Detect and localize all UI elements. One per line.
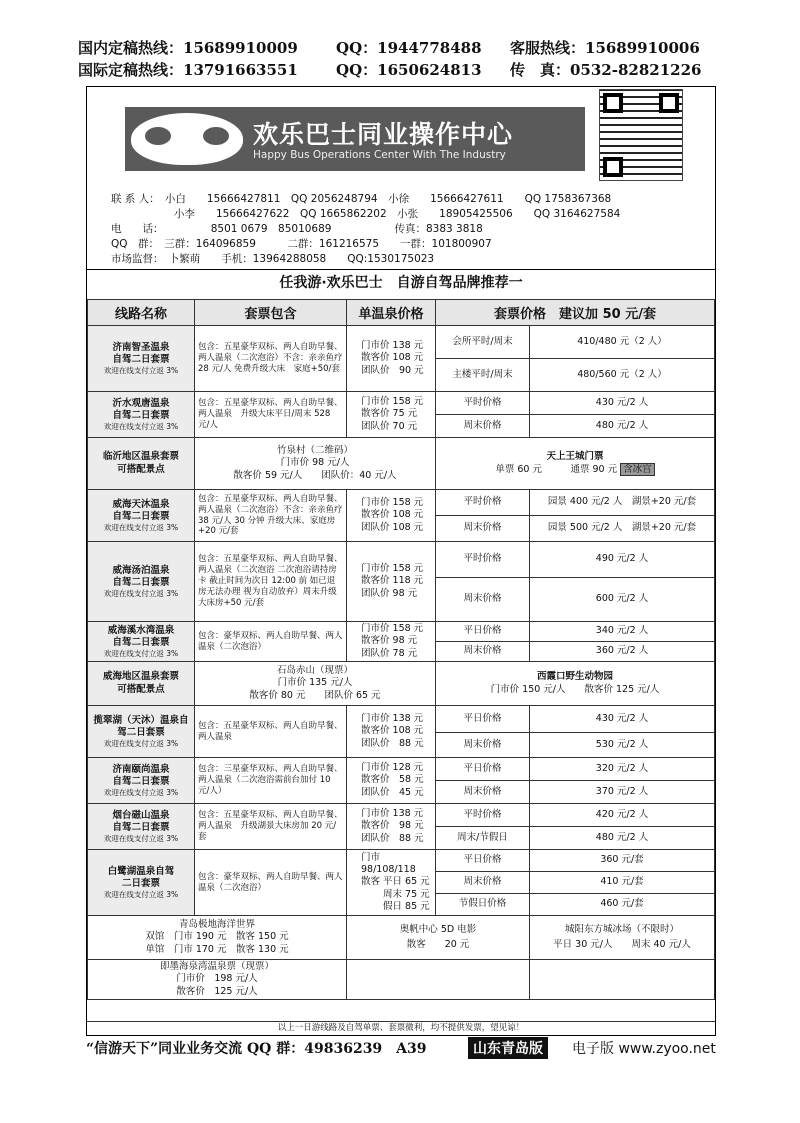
cashback-note: 欢迎在线支付立返 3% bbox=[103, 365, 179, 375]
route-subtitle: 自驾二日套票 bbox=[112, 576, 170, 588]
scenic-text: 散客价 59 元/人 团队价：40 元/人 bbox=[233, 469, 397, 481]
ad-frame bbox=[86, 86, 716, 1036]
cashback-note: 欢迎在线支付立返 3% bbox=[103, 889, 179, 899]
route-name bbox=[88, 850, 195, 916]
extra-text: 门市价 198 元/人 bbox=[176, 973, 258, 985]
route-title: 威海溪水湾温泉 bbox=[107, 624, 175, 636]
route-title: 沂水观唐温泉 bbox=[112, 397, 170, 409]
hotline-row-1 bbox=[78, 37, 718, 57]
extra-row bbox=[88, 916, 715, 960]
route-title: 烟台磁山温泉 bbox=[112, 809, 170, 821]
price-period: 周末价格 bbox=[436, 578, 530, 622]
extra-text: 平日 30 元/人 周末 40 元/人 bbox=[553, 939, 691, 950]
scenic-name bbox=[88, 438, 195, 490]
footer-note: 以上一日游线路及自驾单票、套票微利，均不提供发票，望见谅！ bbox=[87, 1021, 715, 1035]
scenic-text: 天上王城门票 bbox=[546, 451, 604, 463]
route-subtitle: 自驾二日套票 bbox=[112, 636, 170, 648]
price-period: 平日价格 bbox=[436, 850, 530, 872]
header-package: 套票包含 bbox=[195, 300, 347, 326]
price-value: 480 元/2 人 bbox=[530, 827, 715, 850]
price-period: 周末价格 bbox=[436, 733, 530, 758]
price-period: 平时价格 bbox=[436, 392, 530, 415]
table-row bbox=[88, 758, 715, 781]
qr-code-icon bbox=[599, 89, 683, 181]
package-detail: 包含：豪华双标、两人自助早餐、两人温泉（二次泡浴） bbox=[195, 850, 347, 916]
price-period: 平日价格 bbox=[436, 706, 530, 733]
price-period: 会所平时/周末 bbox=[436, 326, 530, 359]
fax: 传 真：0532-82821226 bbox=[510, 61, 702, 79]
ice-rink bbox=[530, 916, 715, 960]
price-value: 360 元/2 人 bbox=[530, 642, 715, 662]
scenic-text: 门市价 150 元/人 散客价 125 元/人 bbox=[490, 683, 660, 695]
scenic-subtitle: 可搭配景点 bbox=[117, 463, 165, 475]
hotline-row-2 bbox=[78, 59, 718, 79]
price-value: 园景 400 元/2 人 湖景+20 元/套 bbox=[530, 490, 715, 516]
logo-title: 欢乐巴士同业操作中心 bbox=[253, 120, 514, 149]
route-subtitle: 二日套票 bbox=[121, 877, 160, 889]
scenic-text: 散客价 80 元 团队价 65 元 bbox=[249, 689, 381, 701]
price-period: 周末价格 bbox=[436, 415, 530, 438]
price-value: 360 元/套 bbox=[530, 850, 715, 872]
package-detail: 包含：五星豪华双标、两人自助早餐、两人温泉（二次泡浴）不含：亲亲鱼疗 28 元/人 免费升级大床 家庭+50/套 bbox=[195, 326, 347, 392]
single-price: 门市价 138 元 散客价 98 元 团队价 88 元 bbox=[347, 804, 436, 850]
price-value: 530 元/2 人 bbox=[530, 733, 715, 758]
price-value: 340 元/2 人 bbox=[530, 622, 715, 642]
extra-text: 散客价 125 元/人 bbox=[176, 985, 258, 997]
cashback-note: 欢迎在线支付立返 3% bbox=[103, 787, 179, 797]
price-table bbox=[87, 299, 715, 1000]
price-period: 周末价格 bbox=[436, 872, 530, 894]
cashback-note: 欢迎在线支付立返 3% bbox=[103, 738, 179, 748]
extra-row bbox=[88, 960, 715, 1000]
price-period: 平时价格 bbox=[436, 542, 530, 578]
route-subtitle: 自驾二日套票 bbox=[112, 353, 170, 365]
route-name bbox=[88, 706, 195, 758]
scenic-text: 单票 60 元 通票 90 元 bbox=[495, 463, 618, 475]
single-price: 门市价 158 元 散客价 118 元 团队价 98 元 bbox=[347, 542, 436, 622]
website-label: 电子版 www.zyoo.net bbox=[572, 1041, 716, 1057]
qq-1: QQ：1944778488 bbox=[336, 39, 482, 57]
single-price: 门市价 138 元 散客价 108 元 团队价 90 元 bbox=[347, 326, 436, 392]
extra-text: 城阳东方城冰场（不限时） bbox=[564, 923, 679, 935]
scenic-spot-right bbox=[436, 662, 715, 706]
single-price: 门市 98/108/118 散客 平日 65 元 周末 75 元 假日 85 元 bbox=[347, 850, 436, 916]
scenic-price-line bbox=[439, 684, 711, 696]
route-title: 威海汤泊温泉 bbox=[112, 564, 170, 576]
package-detail: 包含：五星豪华双标、两人自助早餐、两人温泉（二次泡浴 二次泡浴请持房卡 截止时间为次日 12:00 前 如已退房无法办理 视为自动放弃）周末升级大床房+50 元/套 bbox=[195, 542, 347, 622]
single-price: 门市价 158 元 散客价 98 元 团队价 78 元 bbox=[347, 622, 436, 662]
table-row bbox=[88, 850, 715, 872]
qq-group-line: QQ 群： 三群：164096859 二群：161216575 一群：101800907 bbox=[111, 238, 492, 250]
cashback-note: 欢迎在线支付立返 3% bbox=[103, 421, 179, 431]
route-name bbox=[88, 490, 195, 542]
price-value: 460 元/套 bbox=[530, 894, 715, 916]
scenic-spot bbox=[195, 662, 436, 706]
logo-subtitle: Happy Bus Operations Center With The Industry bbox=[253, 149, 506, 161]
table-row bbox=[88, 326, 715, 359]
single-price: 门市价 158 元 散客价 108 元 团队价 108 元 bbox=[347, 490, 436, 542]
route-subtitle: 自驾二日套票 bbox=[112, 510, 170, 522]
package-detail: 包含：三星豪华双标、两人自助早餐、两人温泉（二次泡浴需前台加付 10 元/人） bbox=[195, 758, 347, 804]
table-row bbox=[88, 706, 715, 733]
bus-logo-icon bbox=[131, 113, 243, 165]
price-value: 480 元/2 人 bbox=[530, 415, 715, 438]
price-value: 490 元/2 人 bbox=[530, 542, 715, 578]
empty-cell bbox=[530, 960, 715, 1000]
price-value: 420 元/2 人 bbox=[530, 804, 715, 827]
price-period: 周末价格 bbox=[436, 781, 530, 804]
single-price: 门市价 138 元 散客价 108 元 团队价 88 元 bbox=[347, 706, 436, 758]
route-name bbox=[88, 392, 195, 438]
qq-2: QQ：1650624813 bbox=[336, 61, 482, 79]
phone-line: 电 话： 8501 0679 85010689 传真：8383 3818 bbox=[111, 223, 483, 235]
route-title: 白鹭湖温泉自驾 bbox=[107, 865, 175, 877]
header-price: 套票价格 建议加 50 元/套 bbox=[436, 300, 715, 326]
price-value: 园景 500 元/2 人 湖景+20 元/套 bbox=[530, 516, 715, 542]
price-period: 平时价格 bbox=[436, 804, 530, 827]
route-name bbox=[88, 542, 195, 622]
jimo-hotspring bbox=[88, 960, 347, 1000]
logo-banner bbox=[125, 107, 585, 171]
header-route: 线路名称 bbox=[88, 300, 195, 326]
package-detail: 包含：五星豪华双标、两人自助早餐、两人温泉（二次泡浴）不含：亲亲鱼疗 38 元/人 30 分钟 升级大床、家庭房+20 元/套 bbox=[195, 490, 347, 542]
price-value: 410/480 元（2 人） bbox=[530, 326, 715, 359]
extra-text: 双馆 门市 190 元 散客 150 元 bbox=[145, 931, 289, 943]
intl-hotline: 国际定稿热线：13791663551 bbox=[78, 61, 298, 79]
route-subtitle: 自驾二日套票 bbox=[112, 409, 170, 421]
extra-text: 青岛极地海洋世界 bbox=[178, 919, 255, 931]
table-row bbox=[88, 804, 715, 827]
price-period: 周末价格 bbox=[436, 516, 530, 542]
header-row bbox=[88, 300, 715, 326]
contact-line: 联 系 人： 小白 15666427811 QQ 2056248794 小徐 15666427611 QQ 1758367368 bbox=[111, 193, 612, 205]
route-name bbox=[88, 326, 195, 392]
scenic-row bbox=[88, 438, 715, 490]
ice-palace-tag: 含冰宫 bbox=[620, 463, 655, 476]
price-value: 430 元/2 人 bbox=[530, 392, 715, 415]
route-subtitle: 自驾二日套票 bbox=[112, 821, 170, 833]
header-single: 单温泉价格 bbox=[347, 300, 436, 326]
package-detail: 包含：五星豪华双标、两人自助早餐、两人温泉 升级大床平日/周末 528 元/人 bbox=[195, 392, 347, 438]
extra-text: 散客 20 元 bbox=[406, 939, 470, 950]
empty-cell bbox=[347, 960, 530, 1000]
table-row bbox=[88, 622, 715, 642]
scenic-title: 临沂地区温泉套票 bbox=[102, 451, 179, 463]
package-detail: 包含：豪华双标、两人自助早餐、两人温泉（二次泡浴） bbox=[195, 622, 347, 662]
qq-group-footer: “信游天下”同业业务交流 QQ 群：49836239 A39 bbox=[86, 1041, 427, 1057]
price-period: 节假日价格 bbox=[436, 894, 530, 916]
package-detail: 包含：五星豪华双标、两人自助早餐、两人温泉 bbox=[195, 706, 347, 758]
route-title: 济南智圣温泉 bbox=[112, 341, 170, 353]
price-period: 主楼平时/周末 bbox=[436, 359, 530, 392]
route-name bbox=[88, 622, 195, 662]
route-name bbox=[88, 804, 195, 850]
scenic-price-line bbox=[439, 464, 711, 476]
route-name bbox=[88, 758, 195, 804]
cashback-note: 欢迎在线支付立返 3% bbox=[103, 833, 179, 843]
route-title: 威海天沐温泉 bbox=[112, 498, 170, 510]
price-value: 320 元/2 人 bbox=[530, 758, 715, 781]
scenic-text: 石岛赤山（现票） bbox=[276, 665, 353, 677]
scenic-spot bbox=[195, 438, 436, 490]
package-detail: 包含：五星豪华双标、两人自助早餐、两人温泉 升级湖景大床房加 20 元/套 bbox=[195, 804, 347, 850]
ocean-world bbox=[88, 916, 347, 960]
contact-line: 小李 15666427622 QQ 1665862202 小张 18905425506 QQ 3164627584 bbox=[111, 208, 621, 220]
price-value: 370 元/2 人 bbox=[530, 781, 715, 804]
cashback-note: 欢迎在线支付立返 3% bbox=[103, 588, 179, 598]
extra-text: 奥帆中心 5D 电影 bbox=[399, 923, 477, 935]
extra-text: 单馆 门市 170 元 散客 130 元 bbox=[145, 943, 289, 955]
olympic-5d bbox=[347, 916, 530, 960]
scenic-name bbox=[88, 662, 195, 706]
price-value: 430 元/2 人 bbox=[530, 706, 715, 733]
route-subtitle: 自驾二日套票 bbox=[112, 775, 170, 787]
scenic-row bbox=[88, 662, 715, 706]
scenic-text: 竹泉村（二维码） bbox=[276, 445, 353, 457]
table-row bbox=[88, 542, 715, 578]
section-title: 任我游·欢乐巴士 自游自驾品牌推荐一 bbox=[87, 269, 715, 297]
price-period: 周末/节假日 bbox=[436, 827, 530, 850]
route-title: 济南颐尚温泉 bbox=[112, 763, 170, 775]
table-row bbox=[88, 392, 715, 415]
scenic-text: 门市价 135 元/人 bbox=[277, 677, 353, 689]
route-title: 揽翠湖（天沐）温泉自驾二日套票 bbox=[93, 714, 189, 738]
price-period: 周末价格 bbox=[436, 642, 530, 662]
scenic-text: 西霞口野生动物园 bbox=[536, 671, 613, 683]
scenic-title: 威海地区温泉套票 bbox=[102, 671, 179, 683]
supervisor-line: 市场监督： 卜繁萌 手机：13964288058 QQ:1530175023 bbox=[111, 253, 435, 265]
scenic-subtitle: 可搭配景点 bbox=[117, 683, 165, 695]
price-period: 平日价格 bbox=[436, 758, 530, 781]
cashback-note: 欢迎在线支付立返 3% bbox=[103, 522, 179, 532]
edition-label: 山东青岛版 bbox=[468, 1037, 548, 1059]
scenic-text: 门市价 98 元/人 bbox=[280, 457, 350, 469]
cashback-note: 欢迎在线支付立返 3% bbox=[103, 648, 179, 658]
table-row bbox=[88, 490, 715, 516]
price-period: 平日价格 bbox=[436, 622, 530, 642]
price-value: 480/560 元（2 人） bbox=[530, 359, 715, 392]
price-value: 410 元/套 bbox=[530, 872, 715, 894]
price-value: 600 元/2 人 bbox=[530, 578, 715, 622]
price-period: 平时价格 bbox=[436, 490, 530, 516]
extra-text: 即墨海泉湾温泉票（现票） bbox=[159, 961, 274, 973]
route-rows bbox=[88, 326, 715, 1000]
domestic-hotline: 国内定稿热线：15689910009 bbox=[78, 39, 298, 57]
service-hotline: 客服热线：15689910006 bbox=[510, 39, 700, 57]
single-price: 门市价 128 元 散客价 58 元 团队价 45 元 bbox=[347, 758, 436, 804]
single-price: 门市价 158 元 散客价 75 元 团队价 70 元 bbox=[347, 392, 436, 438]
scenic-spot-right bbox=[436, 438, 715, 490]
